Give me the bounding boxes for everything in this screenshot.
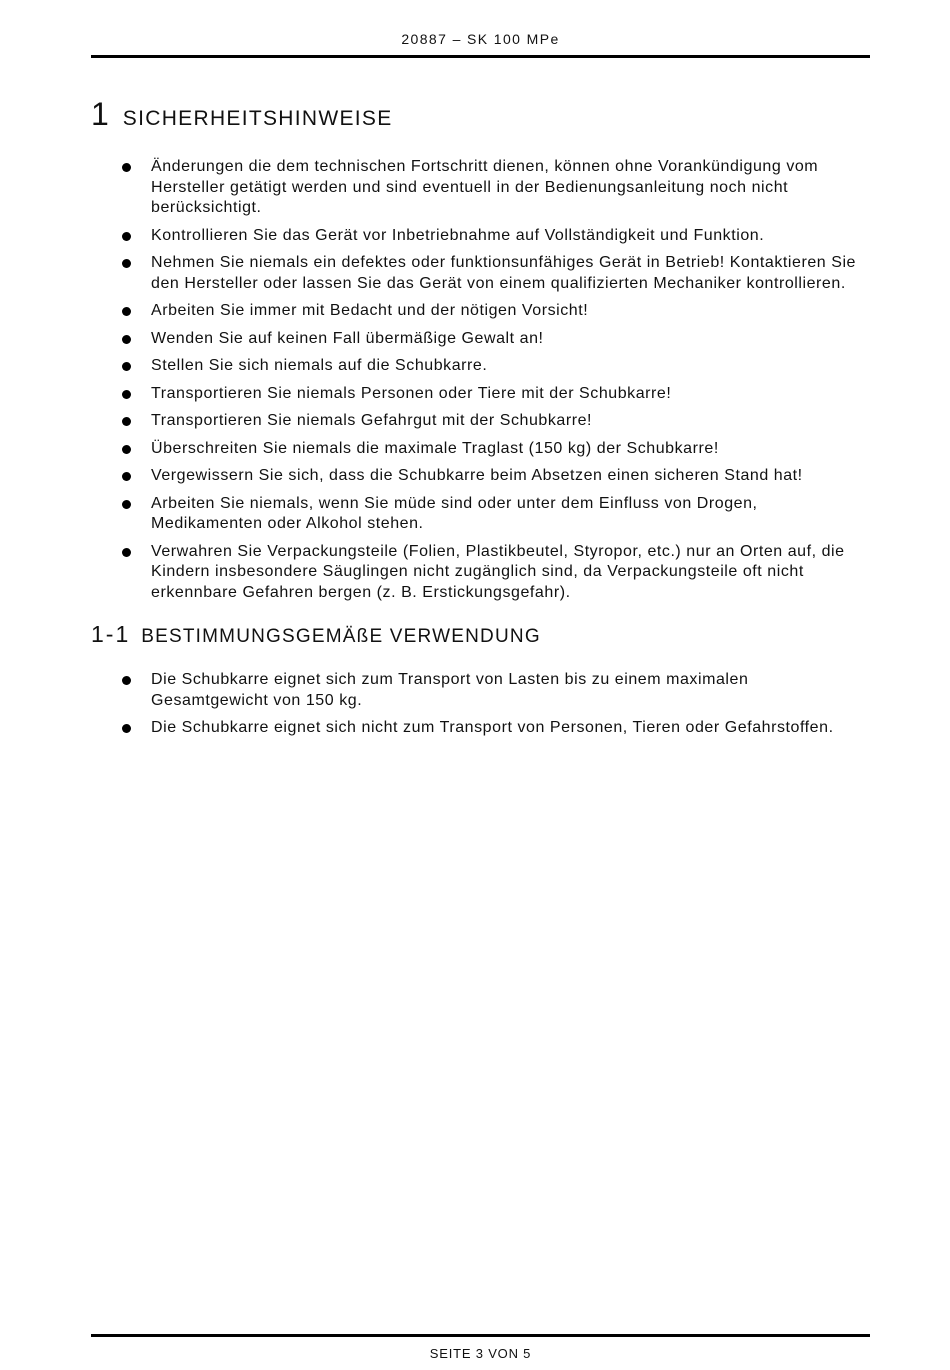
list-item [91, 329, 870, 350]
bullet-icon [122, 232, 131, 241]
bullet-icon [122, 676, 131, 685]
bullet-icon [122, 417, 131, 426]
list-item-text: Verwahren Sie Verpackungsteile (Folien, Plastikbeutel, Styropor, etc.) nur an Orten auf, die Kindern insbesondere Säuglingen nicht zugänglich sind, da Verpackungsteile oft nicht erkennbare Gefahren bergen (z. B. Erstickungsgefahr). [151, 542, 845, 601]
bullet-icon [122, 390, 131, 399]
list-item [91, 466, 870, 487]
bullet-icon [122, 307, 131, 316]
list-item [91, 356, 870, 377]
section-number: 1 [91, 96, 109, 132]
bullet-icon [122, 335, 131, 344]
list-item-text: Die Schubkarre eignet sich zum Transport von Lasten bis zu einem maximalen Gesamtgewicht von 150 kg. [151, 671, 749, 709]
section-number: 1-1 [91, 621, 131, 647]
list-item-text: Wenden Sie auf keinen Fall übermäßige Gewalt an! [151, 329, 544, 347]
list-item [91, 384, 870, 405]
bullet-icon [122, 163, 131, 172]
list-item-text: Überschreiten Sie niemals die maximale Traglast (150 kg) der Schubkarre! [151, 439, 719, 457]
list-item [91, 439, 870, 460]
list-item-text: Transportieren Sie niemals Gefahrgut mit der Schubkarre! [151, 412, 593, 429]
list-item-text: Arbeiten Sie niemals, wenn Sie müde sind oder unter dem Einfluss von Drogen, Medikamenten oder Alkohol stehen. [151, 494, 758, 532]
list-item-text: Kontrollieren Sie das Gerät vor Inbetriebnahme auf Vollständigkeit und Funktion. [151, 226, 765, 244]
list-item [91, 157, 870, 219]
list-item-text: Arbeiten Sie immer mit Bedacht und der nötigen Vorsicht! [151, 302, 589, 319]
list-item [91, 542, 870, 604]
list-item-text: Änderungen die dem technischen Fortschritt dienen, können ohne Vorankündigung vom Hersteller getätigt werden und sind eventuell in der Bedienungsanleitung noch nicht berücksichtigt. [151, 158, 819, 216]
list-item-text: Vergewissern Sie sich, dass die Schubkarre beim Absetzen einen sicheren Stand hat! [151, 467, 803, 484]
list-item-text: Nehmen Sie niemals ein defektes oder funktionsunfähiges Gerät in Betrieb! Kontaktieren Sie den Hersteller oder lassen Sie das Gerät von einem qualifizierten Mechaniker kontrollieren. [151, 254, 856, 292]
section-title: SICHERHEITSHINWEISE [122, 107, 393, 130]
list-item-text: Transportieren Sie niemals Personen oder Tiere mit der Schubkarre! [151, 384, 672, 402]
footer-rule [91, 1334, 870, 1337]
list-item [91, 301, 870, 322]
section-heading-intended-use [91, 621, 870, 648]
list-item [91, 670, 870, 711]
section-heading-safety [91, 96, 870, 133]
section-title: BESTIMMUNGSGEMÄßE VERWENDUNG [141, 626, 541, 647]
bullet-icon [122, 472, 131, 481]
header-rule [91, 55, 870, 58]
list-item [91, 226, 870, 247]
list-item [91, 494, 870, 535]
list-item [91, 411, 870, 432]
list-item [91, 253, 870, 294]
list-item [91, 718, 870, 739]
safety-instructions-list [91, 157, 870, 603]
bullet-icon [122, 259, 131, 268]
bullet-icon [122, 445, 131, 454]
bullet-icon [122, 548, 131, 557]
bullet-icon [122, 362, 131, 371]
list-item-text: Die Schubkarre eignet sich nicht zum Transport von Personen, Tieren oder Gefahrstoffen. [151, 719, 834, 736]
page-number: SEITE 3 VON 5 [429, 1346, 532, 1361]
bullet-icon [122, 500, 131, 509]
page-header: 20887 – SK 100 MPe [401, 31, 560, 47]
bullet-icon [122, 724, 131, 733]
intended-use-list [91, 670, 870, 739]
document-body [91, 96, 870, 746]
list-item-text: Stellen Sie sich niemals auf die Schubkarre. [151, 357, 488, 374]
